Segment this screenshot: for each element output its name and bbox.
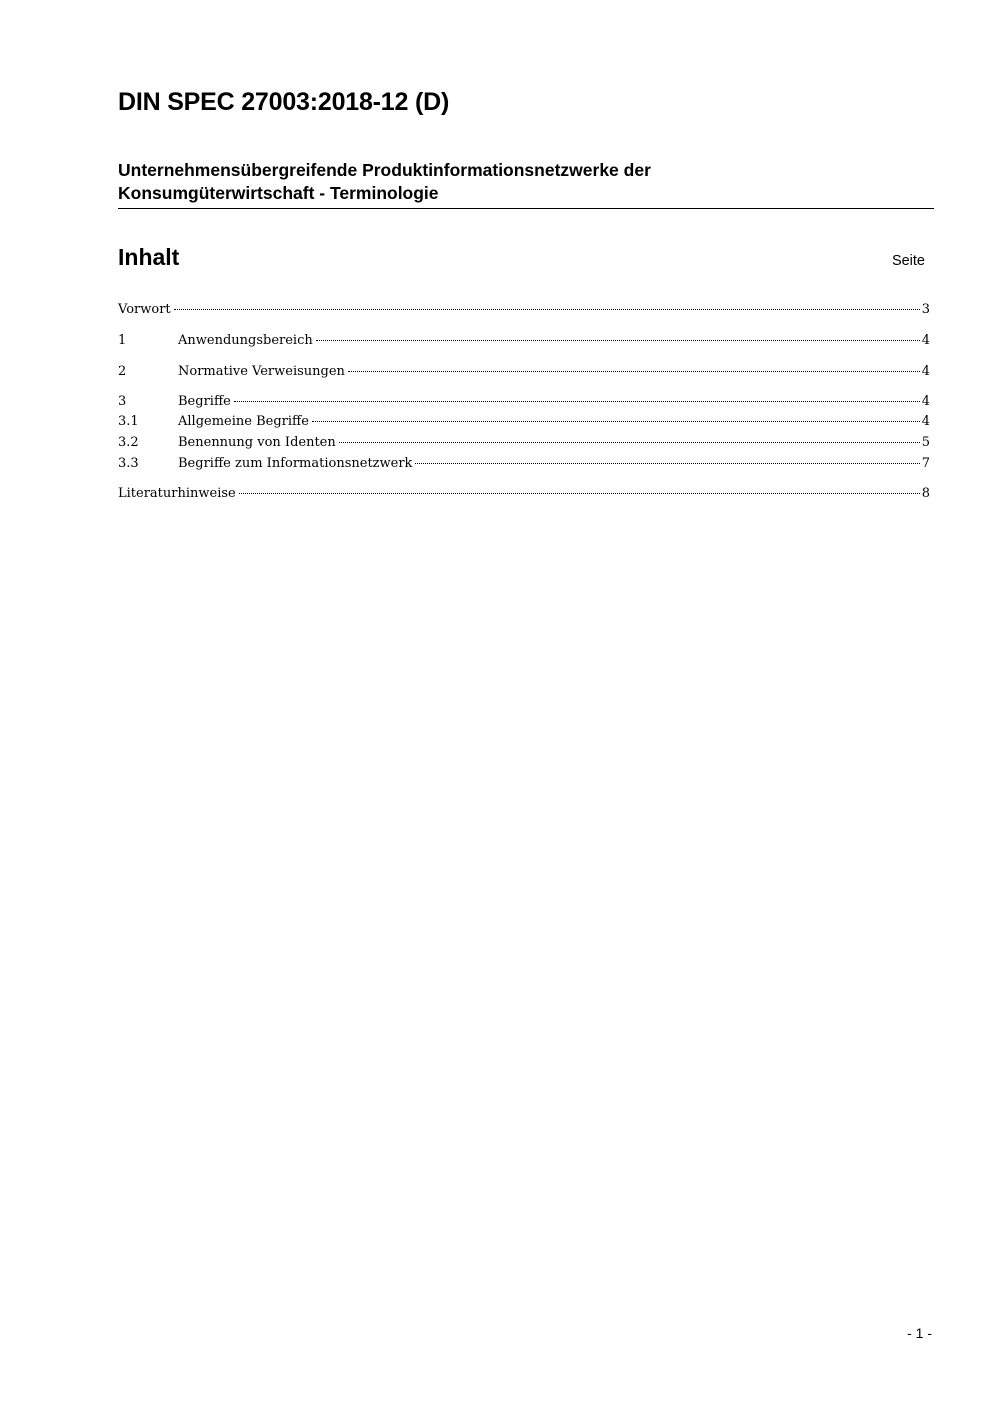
toc-dot-leader	[339, 442, 920, 443]
toc-entry-page: 8	[921, 486, 930, 501]
toc-entry-title: Vorwort	[118, 302, 171, 317]
toc-dot-leader	[348, 371, 920, 372]
page-number: - 1 -	[907, 1325, 932, 1341]
toc-entry-page: 3	[921, 302, 930, 317]
toc-entry-page: 4	[921, 364, 930, 379]
toc-entry-begriffe-informationsnetzwerk[interactable]	[118, 456, 930, 474]
toc-entry-number: 3	[118, 394, 127, 409]
toc-entry-title: Benennung von Identen	[178, 435, 336, 450]
page-column-label: Seite	[891, 253, 925, 269]
toc-entry-literaturhinweise[interactable]	[118, 486, 930, 504]
toc-entry-anwendungsbereich[interactable]	[118, 333, 930, 351]
toc-heading: Inhalt	[118, 244, 180, 270]
toc-entry-title: Begriffe zum Informationsnetzwerk	[178, 456, 413, 471]
toc-dot-leader	[316, 340, 920, 341]
document-id-title: DIN SPEC 27003:2018-12 (D)	[118, 88, 450, 116]
toc-entry-vorwort[interactable]	[118, 302, 930, 320]
toc-entry-title: Begriffe	[178, 394, 231, 409]
toc-entry-begriffe[interactable]	[118, 394, 930, 412]
toc-entry-page: 4	[921, 333, 930, 348]
toc-entry-page: 5	[921, 435, 930, 450]
toc-entry-page: 4	[921, 414, 930, 429]
toc-entry-number: 1	[118, 333, 127, 348]
toc-entry-allgemeine-begriffe[interactable]	[118, 414, 930, 432]
toc-dot-leader	[239, 493, 920, 494]
toc-dot-leader	[312, 421, 920, 422]
toc-entry-title: Allgemeine Begriffe	[178, 414, 309, 429]
toc-entry-page: 4	[921, 394, 930, 409]
toc-entry-number: 3.2	[118, 435, 139, 450]
toc-entry-number: 3.3	[118, 456, 139, 471]
toc-entry-title: Literaturhinweise	[118, 486, 236, 501]
toc-entry-title: Anwendungsbereich	[178, 333, 313, 348]
toc-entry-normative-verweisungen[interactable]	[118, 364, 930, 382]
toc-entry-title: Normative Verweisungen	[178, 364, 345, 379]
toc-dot-leader	[234, 401, 920, 402]
toc-dot-leader	[174, 309, 920, 310]
subtitle-line-1: Unternehmensübergreifende Produktinformationsnetzwerke der	[118, 160, 651, 180]
toc-entry-page: 7	[921, 456, 930, 471]
document-subtitle	[118, 159, 934, 209]
toc-entry-benennung-von-identen[interactable]	[118, 435, 930, 453]
toc-entry-number: 3.1	[118, 414, 139, 429]
toc-entry-number: 2	[118, 364, 127, 379]
toc-dot-leader	[415, 463, 919, 464]
subtitle-line-2: Konsumgüterwirtschaft - Terminologie	[118, 183, 439, 203]
